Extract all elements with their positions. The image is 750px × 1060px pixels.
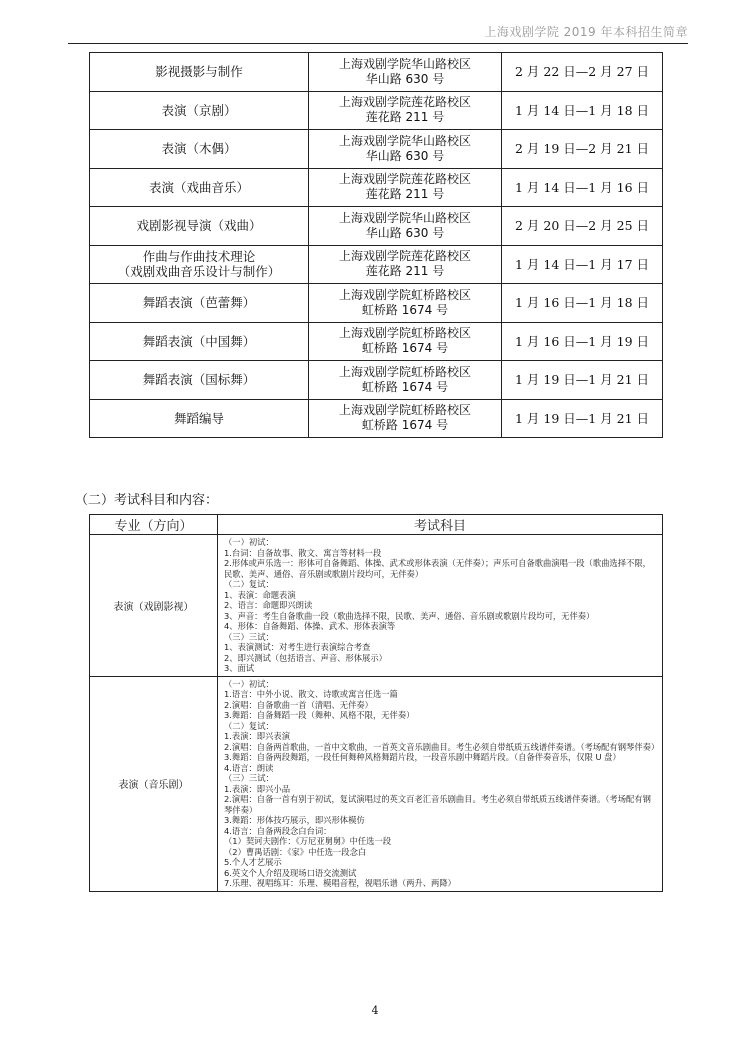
location-line: 虹桥路 1674 号 <box>361 341 449 356</box>
schedule-major: 影视摄影与制作 <box>90 53 309 92</box>
schedule-row <box>90 207 663 246</box>
exam-item: （一）初试： <box>224 537 274 547</box>
schedule-dates: 1 月 14 日—1 月 16 日 <box>502 168 663 207</box>
location-line: 上海戏剧学院莲花路校区 <box>338 249 471 264</box>
exam-row <box>90 676 663 891</box>
exam-item: 5.个人才艺展示 <box>224 857 282 867</box>
exam-item: （一）初试： <box>224 678 274 689</box>
exam-item: 2、即兴测试（包括语言、声音、形体展示） <box>224 652 387 663</box>
schedule-row <box>90 399 663 438</box>
location-line: 华山路 630 号 <box>365 225 445 240</box>
schedule-row <box>90 245 663 284</box>
location-line: 上海戏剧学院虹桥路校区 <box>338 287 471 302</box>
header-rule <box>68 43 688 44</box>
exam-item: 4.语言：朗读 <box>224 762 274 773</box>
exam-item: 2.演唱：自备歌曲一首（清唱、无伴奏） <box>224 699 373 710</box>
exam-item: 2、语言：命题即兴朗读 <box>224 600 313 610</box>
exam-item: 2.演唱：自备一首有别于初试，复试演唱过的英文百老汇音乐剧曲目。考生必须自带纸质五线谱伴奏谱。（考场配有钢琴伴奏） <box>224 794 651 815</box>
location-line: 上海戏剧学院虹桥路校区 <box>338 403 471 418</box>
exam-item: 3.舞蹈：自备两段舞蹈，一段任何舞种风格舞蹈片段，一段音乐剧中舞蹈片段。（自备伴奏音乐，仅限 U 盘） <box>224 752 621 762</box>
header-subjects: 考试科目 <box>218 515 663 535</box>
schedule-major: 作曲与作曲技术理论 （戏剧戏曲音乐设计与制作） <box>90 245 309 284</box>
location-line: 上海戏剧学院莲花路校区 <box>338 172 471 187</box>
schedule-dates: 1 月 16 日—1 月 18 日 <box>502 284 663 323</box>
location-line: 虹桥路 1674 号 <box>361 302 449 317</box>
schedule-location <box>309 207 502 246</box>
exam-item: 2.形体或声乐选一：形体可自备舞蹈、体操、武术或形体表演（无伴奏）；声乐可自备歌曲演唱一段（歌曲选择不限，民歌、美声、通俗、音乐剧或歌剧片段均可，无伴奏） <box>224 558 651 579</box>
exam-subjects-table <box>89 514 663 892</box>
location-line: 虹桥路 1674 号 <box>361 418 449 433</box>
exam-item: 3.舞蹈：自备舞蹈一段（舞种、风格不限，无伴奏） <box>224 710 415 720</box>
schedule-row <box>90 53 663 92</box>
schedule-major: 表演（木偶） <box>90 130 309 169</box>
location-line: 上海戏剧学院华山路校区 <box>338 56 471 71</box>
exam-item: 3、声音：考生自备歌曲一段（歌曲选择不限，民歌、美声、通俗、音乐剧或歌剧片段均可，无伴奏） <box>224 610 595 621</box>
exam-content <box>218 676 663 891</box>
schedule-table <box>89 52 663 438</box>
location-line: 上海戏剧学院虹桥路校区 <box>338 364 471 379</box>
schedule-location <box>309 168 502 207</box>
exam-table-header-row <box>90 515 663 535</box>
schedule-location <box>309 53 502 92</box>
schedule-row <box>90 361 663 400</box>
schedule-row <box>90 168 663 207</box>
schedule-row <box>90 130 663 169</box>
location-line: 莲花路 211 号 <box>365 264 445 279</box>
exam-item: 1、表演：命题表演 <box>224 589 296 600</box>
exam-item: 1.表演：即兴小品 <box>224 783 290 794</box>
exam-item: 7.乐理、视唱练耳：乐理、模唱音程，视唱乐谱（两升、两降） <box>224 878 456 888</box>
location-line: 上海戏剧学院华山路校区 <box>338 133 471 148</box>
exam-major: 表演（音乐剧） <box>90 676 218 891</box>
exam-item: （二）复试： <box>224 720 274 731</box>
schedule-row <box>90 322 663 361</box>
schedule-dates: 1 月 14 日—1 月 17 日 <box>502 245 663 284</box>
schedule-row <box>90 284 663 323</box>
schedule-dates: 2 月 20 日—2 月 25 日 <box>502 207 663 246</box>
exam-item: 1、表演测试：对考生进行表演综合考查 <box>224 642 371 652</box>
schedule-row <box>90 91 663 130</box>
exam-item: 3.舞蹈：形体技巧展示，即兴形体模仿 <box>224 815 365 825</box>
exam-item: （二）复试： <box>224 579 274 589</box>
page-header-title: 上海戏剧学院 2019 年本科招生简章 <box>484 25 688 39</box>
exam-item: 1.语言：中外小说、散文、诗歌或寓言任选一篇 <box>224 689 398 699</box>
schedule-major: 舞蹈表演（芭蕾舞） <box>90 284 309 323</box>
schedule-major: 舞蹈表演（中国舞） <box>90 322 309 361</box>
location-line: 虹桥路 1674 号 <box>361 379 449 394</box>
schedule-major: 表演（戏曲音乐） <box>90 168 309 207</box>
schedule-dates: 1 月 14 日—1 月 18 日 <box>502 91 663 130</box>
schedule-dates: 1 月 19 日—1 月 21 日 <box>502 399 663 438</box>
exam-item: 2.演唱：自备两首歌曲，一首中文歌曲，一首英文音乐剧曲目。考生必须自带纸质五线谱伴奏谱。（考场配有钢琴伴奏） <box>224 741 660 752</box>
exam-item: （1）契诃夫剧作：《万尼亚舅舅》中任选一段 <box>224 836 392 846</box>
schedule-location <box>309 91 502 130</box>
schedule-location <box>309 322 502 361</box>
location-line: 华山路 630 号 <box>365 148 445 163</box>
header-major: 专业（方向） <box>90 515 218 535</box>
exam-item: 1.台词：自备故事、散文、寓言等材料一段 <box>224 547 382 558</box>
location-line: 华山路 630 号 <box>365 71 445 86</box>
schedule-major: 表演（京剧） <box>90 91 309 130</box>
exam-content <box>218 535 663 677</box>
section-title: （二）考试科目和内容： <box>75 493 219 508</box>
schedule-dates: 2 月 19 日—2 月 21 日 <box>502 130 663 169</box>
exam-item: 6.英文个人介绍及现场口语交流测试 <box>224 867 357 878</box>
schedule-location <box>309 284 502 323</box>
exam-item: （2）曹禺话剧：《家》中任选一段念白 <box>224 846 367 857</box>
exam-item: 3、面试 <box>224 663 255 673</box>
schedule-dates: 1 月 19 日—1 月 21 日 <box>502 361 663 400</box>
schedule-major: 舞蹈表演（国标舞） <box>90 361 309 400</box>
page-number: 4 <box>371 1004 379 1017</box>
schedule-dates: 1 月 16 日—1 月 19 日 <box>502 322 663 361</box>
schedule-major: 舞蹈编导 <box>90 399 309 438</box>
schedule-location <box>309 361 502 400</box>
location-line: 上海戏剧学院虹桥路校区 <box>338 326 471 341</box>
exam-major: 表演（戏剧影视） <box>90 535 218 677</box>
location-line: 上海戏剧学院莲花路校区 <box>338 95 471 110</box>
schedule-location <box>309 399 502 438</box>
exam-row <box>90 535 663 677</box>
exam-item: 4.语言：自备两段念白台词： <box>224 825 332 836</box>
schedule-major: 戏剧影视导演（戏曲） <box>90 207 309 246</box>
exam-item: （三）三试： <box>224 631 274 642</box>
schedule-location <box>309 245 502 284</box>
exam-item: （三）三试： <box>224 773 274 783</box>
location-line: 莲花路 211 号 <box>365 110 445 125</box>
exam-item: 4、形体：自备舞蹈、体操、武术、形体表演等 <box>224 621 396 631</box>
schedule-location <box>309 130 502 169</box>
location-line: 莲花路 211 号 <box>365 187 445 202</box>
schedule-dates: 2 月 22 日—2 月 27 日 <box>502 53 663 92</box>
exam-item: 1.表演：即兴表演 <box>224 731 290 741</box>
location-line: 上海戏剧学院华山路校区 <box>338 210 471 225</box>
